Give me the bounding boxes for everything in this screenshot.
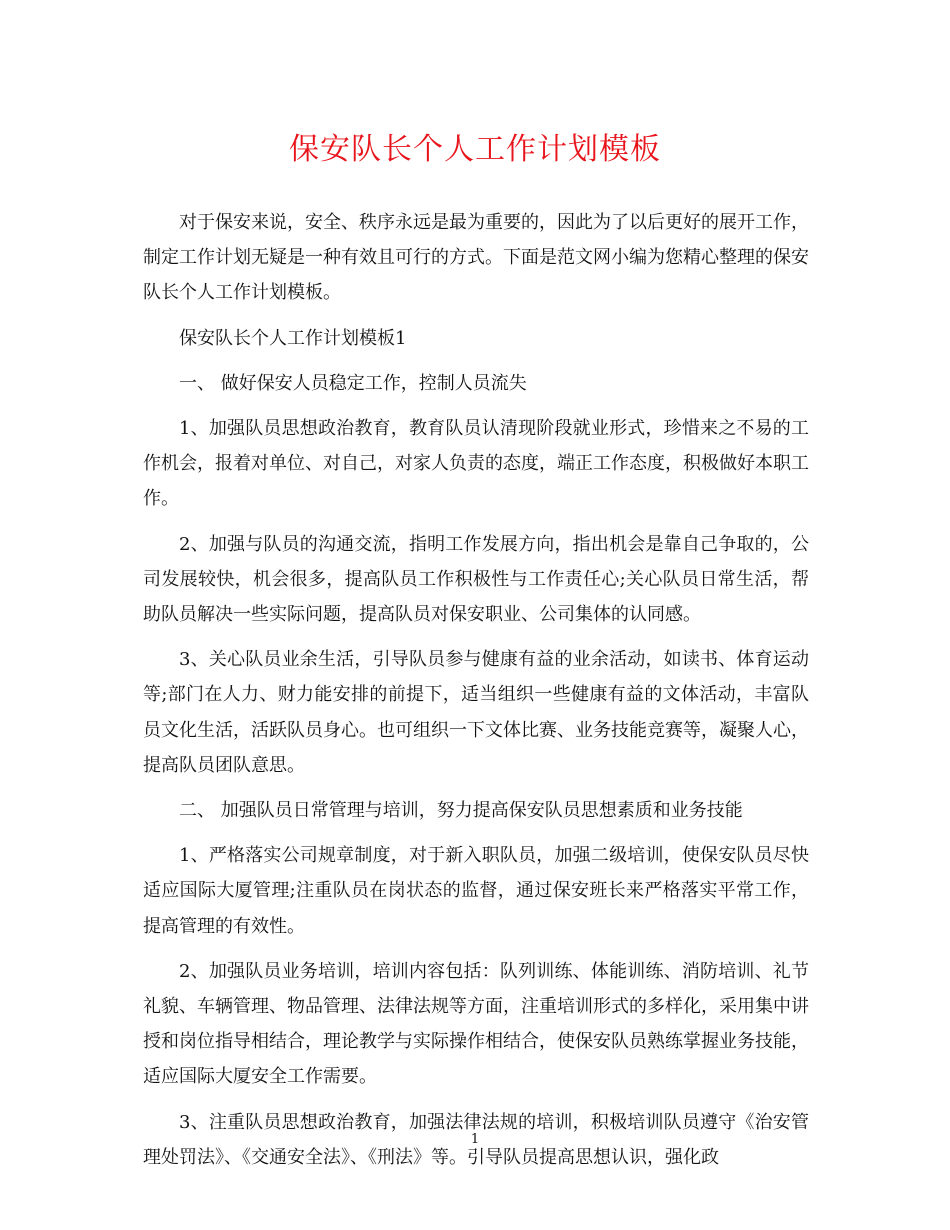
page-number: 1 — [470, 1132, 480, 1147]
paragraph-1-1: 1、加强队员思想政治教育，教育队员认清现阶段就业形式，珍惜来之不易的工作机会，报着对单位、对自己，对家人负责的态度，端正工作态度，积极做好本职工作。 — [143, 418, 809, 510]
section-heading-1: 一、 做好保安人员稳定工作，控制人员流失 — [179, 372, 527, 394]
paragraph-1-3: 3、关心队员业余生活，引导队员参与健康有益的业余活动，如读书、体育运动等;部门在人力、财力能安排的前提下，适当组织一些健康有益的文体活动，丰富队员文化生活，活跃队员身心。也可组织一下文体比赛、业务技能竞赛等，凝聚人心，提高队员团队意思。 — [143, 649, 809, 776]
section-subtitle: 保安队长个人工作计划模板1 — [179, 327, 407, 349]
paragraph-1-2: 2、加强与队员的沟通交流，指明工作发展方向，指出机会是靠自己争取的，公司发展较快，机会很多，提高队员工作积极性与工作责任心;关心队员日常生活，帮助队员解决一些实际问题，提高队员对保安职业、公司集体的认同感。 — [143, 533, 809, 626]
document-body — [143, 205, 809, 1185]
paragraph-2-3: 3、注重队员思想政治教育，加强法律法规的培训，积极培训队员遵守《治安管理处罚法》、《交通安全法》、《刑法》等。引导队员提高思想认识，强化政 — [143, 1111, 809, 1168]
paragraph-2-2: 2、加强队员业务培训，培训内容包括：队列训练、体能训练、消防培训、礼节礼貌、车辆管理、物品管理、法律法规等方面，注重培训形式的多样化，采用集中讲授和岗位指导相结合，理论教学与实际操作相结合，使保安队员熟练掌握业务技能，适应国际大厦安全工作需要。 — [143, 960, 809, 1088]
document-title: 保安队长个人工作计划模板 — [289, 132, 661, 167]
paragraph-2-1: 1、严格落实公司规章制度，对于新入职队员，加强二级培训，使保安队员尽快适应国际大厦管理;注重队员在岗状态的监督，通过保安班长来严格落实平常工作，提高管理的有效性。 — [143, 845, 809, 937]
section-heading-2: 二、 加强队员日常管理与培训，努力提高保安队员思想素质和业务技能 — [179, 800, 743, 822]
intro-paragraph: 对于保安来说，安全、秩序永远是最为重要的，因此为了以后更好的展开工作，制定工作计划无疑是一种有效且可行的方式。下面是范文网小编为您精心整理的保安队长个人工作计划模板。 — [143, 212, 809, 304]
